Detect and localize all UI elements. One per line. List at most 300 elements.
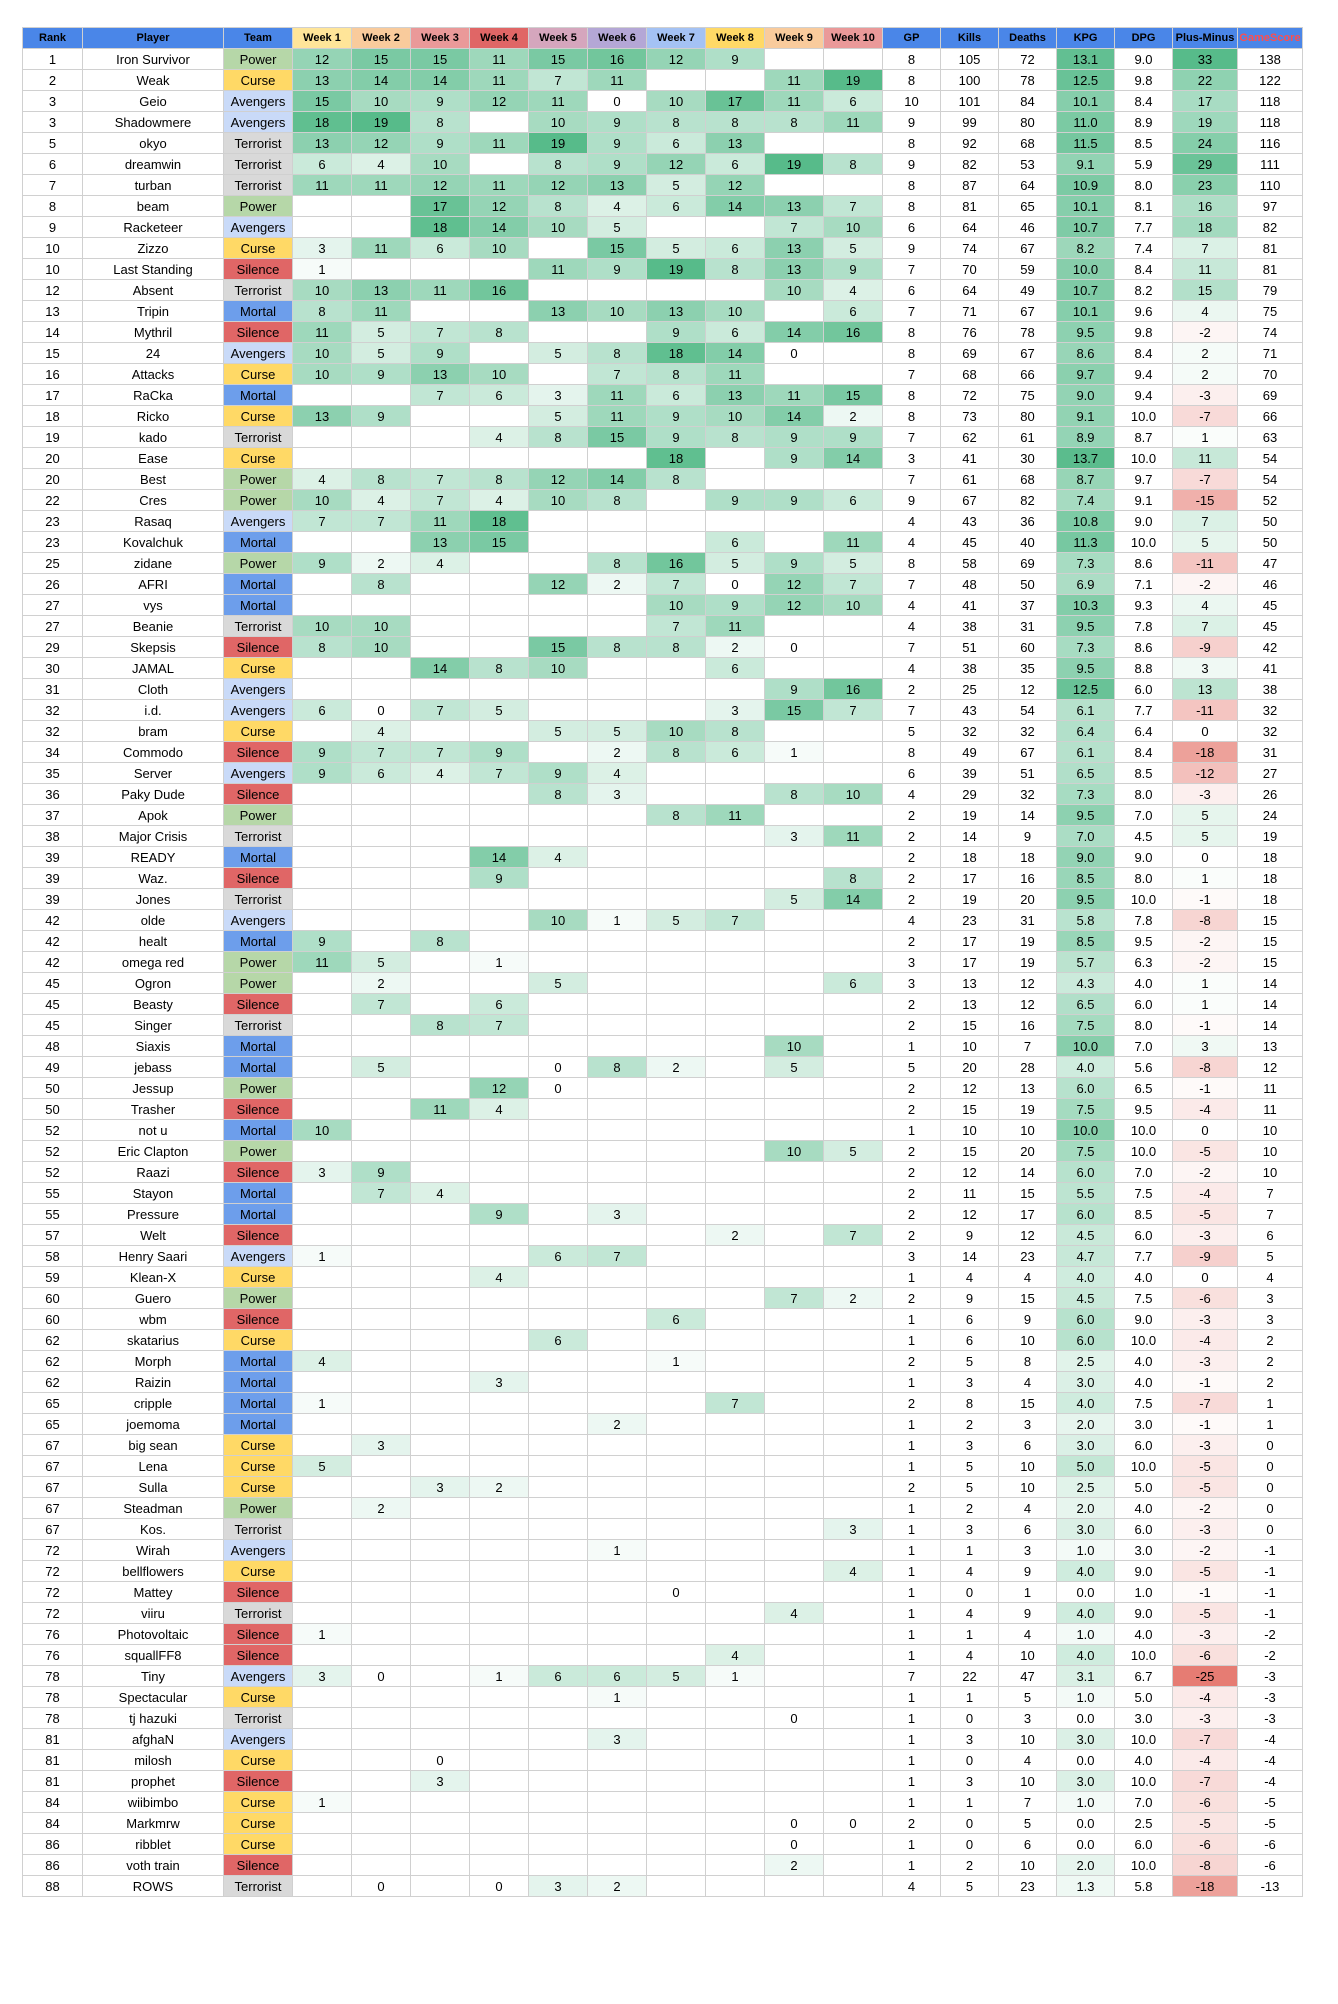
cell-deaths[interactable]: 75 xyxy=(999,385,1057,406)
cell-team[interactable]: Curse xyxy=(224,406,293,427)
cell-week-7[interactable]: 8 xyxy=(647,469,706,490)
column-header-week-5[interactable]: Week 5 xyxy=(529,28,588,49)
cell-week-7[interactable] xyxy=(647,931,706,952)
cell-week-7[interactable] xyxy=(647,784,706,805)
cell-week-6[interactable] xyxy=(588,1603,647,1624)
cell-gamescore[interactable]: 10 xyxy=(1238,1141,1303,1162)
cell-week-6[interactable] xyxy=(588,280,647,301)
cell-rank[interactable]: 45 xyxy=(23,973,83,994)
cell-rank[interactable]: 50 xyxy=(23,1099,83,1120)
cell-week-8[interactable] xyxy=(706,1792,765,1813)
cell-kpg[interactable]: 10.1 xyxy=(1057,196,1115,217)
cell-kills[interactable]: 0 xyxy=(941,1813,999,1834)
cell-week-1[interactable]: 11 xyxy=(293,322,352,343)
cell-week-6[interactable]: 2 xyxy=(588,1414,647,1435)
cell-week-2[interactable]: 10 xyxy=(352,637,411,658)
cell-player[interactable]: READY xyxy=(83,847,224,868)
cell-deaths[interactable]: 35 xyxy=(999,658,1057,679)
cell-kills[interactable]: 74 xyxy=(941,238,999,259)
cell-gp[interactable]: 3 xyxy=(883,1246,941,1267)
cell-kills[interactable]: 99 xyxy=(941,112,999,133)
cell-plus-minus[interactable]: -8 xyxy=(1173,1855,1238,1876)
cell-week-1[interactable] xyxy=(293,1771,352,1792)
cell-kpg[interactable]: 4.0 xyxy=(1057,1603,1115,1624)
cell-rank[interactable]: 81 xyxy=(23,1750,83,1771)
cell-plus-minus[interactable]: -18 xyxy=(1173,742,1238,763)
cell-player[interactable]: Welt xyxy=(83,1225,224,1246)
cell-week-3[interactable]: 4 xyxy=(411,1183,470,1204)
cell-week-7[interactable] xyxy=(647,826,706,847)
cell-kills[interactable]: 73 xyxy=(941,406,999,427)
cell-gamescore[interactable]: 11 xyxy=(1238,1099,1303,1120)
cell-deaths[interactable]: 61 xyxy=(999,427,1057,448)
cell-week-3[interactable] xyxy=(411,1498,470,1519)
cell-dpg[interactable]: 1.0 xyxy=(1115,1582,1173,1603)
cell-week-8[interactable] xyxy=(706,889,765,910)
cell-deaths[interactable]: 19 xyxy=(999,1099,1057,1120)
cell-week-8[interactable]: 3 xyxy=(706,700,765,721)
cell-dpg[interactable]: 5.0 xyxy=(1115,1477,1173,1498)
cell-week-10[interactable] xyxy=(824,658,883,679)
cell-rank[interactable]: 76 xyxy=(23,1645,83,1666)
cell-team[interactable]: Avengers xyxy=(224,511,293,532)
cell-week-7[interactable]: 1 xyxy=(647,1351,706,1372)
cell-week-6[interactable]: 10 xyxy=(588,301,647,322)
cell-player[interactable]: Kovalchuk xyxy=(83,532,224,553)
cell-week-6[interactable] xyxy=(588,1645,647,1666)
cell-week-4[interactable] xyxy=(470,1162,529,1183)
cell-week-7[interactable]: 8 xyxy=(647,805,706,826)
cell-kpg[interactable]: 12.5 xyxy=(1057,679,1115,700)
cell-week-8[interactable] xyxy=(706,1435,765,1456)
cell-gp[interactable]: 9 xyxy=(883,112,941,133)
cell-week-5[interactable]: 19 xyxy=(529,133,588,154)
cell-week-7[interactable] xyxy=(647,1708,706,1729)
cell-gamescore[interactable]: 138 xyxy=(1238,49,1303,70)
cell-dpg[interactable]: 3.0 xyxy=(1115,1414,1173,1435)
cell-week-10[interactable]: 5 xyxy=(824,1141,883,1162)
cell-gp[interactable]: 2 xyxy=(883,1477,941,1498)
cell-team[interactable]: Power xyxy=(224,553,293,574)
cell-week-10[interactable] xyxy=(824,1435,883,1456)
cell-rank[interactable]: 67 xyxy=(23,1519,83,1540)
cell-deaths[interactable]: 28 xyxy=(999,1057,1057,1078)
cell-rank[interactable]: 59 xyxy=(23,1267,83,1288)
cell-week-5[interactable] xyxy=(529,1183,588,1204)
cell-gamescore[interactable]: 52 xyxy=(1238,490,1303,511)
cell-gp[interactable]: 8 xyxy=(883,175,941,196)
cell-gamescore[interactable]: 81 xyxy=(1238,259,1303,280)
cell-kills[interactable]: 19 xyxy=(941,805,999,826)
cell-week-9[interactable]: 11 xyxy=(765,385,824,406)
cell-kpg[interactable]: 7.5 xyxy=(1057,1099,1115,1120)
cell-week-10[interactable]: 14 xyxy=(824,889,883,910)
cell-gp[interactable]: 7 xyxy=(883,574,941,595)
cell-week-6[interactable] xyxy=(588,1456,647,1477)
cell-week-4[interactable] xyxy=(470,448,529,469)
cell-week-3[interactable] xyxy=(411,868,470,889)
cell-gp[interactable]: 1 xyxy=(883,1330,941,1351)
cell-dpg[interactable]: 5.0 xyxy=(1115,1687,1173,1708)
cell-week-6[interactable] xyxy=(588,448,647,469)
cell-week-1[interactable] xyxy=(293,994,352,1015)
cell-team[interactable]: Terrorist xyxy=(224,427,293,448)
cell-kpg[interactable]: 9.5 xyxy=(1057,805,1115,826)
cell-gp[interactable]: 7 xyxy=(883,1666,941,1687)
cell-deaths[interactable]: 32 xyxy=(999,784,1057,805)
cell-dpg[interactable]: 10.0 xyxy=(1115,532,1173,553)
cell-week-5[interactable]: 13 xyxy=(529,301,588,322)
cell-gamescore[interactable]: -3 xyxy=(1238,1666,1303,1687)
cell-week-10[interactable] xyxy=(824,1456,883,1477)
cell-team[interactable]: Silence xyxy=(224,784,293,805)
cell-week-3[interactable]: 14 xyxy=(411,658,470,679)
cell-plus-minus[interactable]: -3 xyxy=(1173,1708,1238,1729)
cell-team[interactable]: Mortal xyxy=(224,301,293,322)
cell-dpg[interactable]: 7.7 xyxy=(1115,217,1173,238)
cell-week-5[interactable] xyxy=(529,1141,588,1162)
cell-player[interactable]: Beasty xyxy=(83,994,224,1015)
cell-deaths[interactable]: 14 xyxy=(999,1162,1057,1183)
cell-gp[interactable]: 2 xyxy=(883,1078,941,1099)
cell-kills[interactable]: 23 xyxy=(941,910,999,931)
cell-week-5[interactable]: 5 xyxy=(529,406,588,427)
cell-gp[interactable]: 7 xyxy=(883,469,941,490)
cell-week-6[interactable] xyxy=(588,1036,647,1057)
cell-week-9[interactable]: 15 xyxy=(765,700,824,721)
cell-week-7[interactable] xyxy=(647,1288,706,1309)
cell-week-9[interactable] xyxy=(765,1351,824,1372)
cell-week-3[interactable] xyxy=(411,1687,470,1708)
cell-dpg[interactable]: 9.4 xyxy=(1115,385,1173,406)
cell-kpg[interactable]: 8.2 xyxy=(1057,238,1115,259)
cell-week-9[interactable] xyxy=(765,1267,824,1288)
cell-week-7[interactable]: 5 xyxy=(647,175,706,196)
cell-week-6[interactable]: 3 xyxy=(588,1204,647,1225)
cell-week-5[interactable]: 11 xyxy=(529,259,588,280)
cell-week-10[interactable] xyxy=(824,1162,883,1183)
cell-week-4[interactable]: 8 xyxy=(470,469,529,490)
cell-gamescore[interactable]: 18 xyxy=(1238,847,1303,868)
cell-week-9[interactable] xyxy=(765,1561,824,1582)
cell-deaths[interactable]: 9 xyxy=(999,1603,1057,1624)
cell-deaths[interactable]: 67 xyxy=(999,742,1057,763)
cell-week-8[interactable]: 8 xyxy=(706,721,765,742)
cell-week-6[interactable] xyxy=(588,1141,647,1162)
cell-week-3[interactable] xyxy=(411,427,470,448)
cell-week-10[interactable]: 6 xyxy=(824,490,883,511)
cell-player[interactable]: dreamwin xyxy=(83,154,224,175)
cell-gp[interactable]: 7 xyxy=(883,364,941,385)
cell-week-3[interactable]: 11 xyxy=(411,511,470,532)
cell-week-1[interactable]: 6 xyxy=(293,154,352,175)
cell-week-1[interactable]: 9 xyxy=(293,931,352,952)
cell-week-10[interactable] xyxy=(824,994,883,1015)
cell-week-5[interactable] xyxy=(529,1771,588,1792)
cell-kpg[interactable]: 7.3 xyxy=(1057,637,1115,658)
cell-week-4[interactable]: 11 xyxy=(470,70,529,91)
cell-week-5[interactable] xyxy=(529,1267,588,1288)
cell-kpg[interactable]: 3.0 xyxy=(1057,1771,1115,1792)
cell-team[interactable]: Avengers xyxy=(224,679,293,700)
cell-week-7[interactable]: 5 xyxy=(647,1666,706,1687)
cell-week-1[interactable] xyxy=(293,385,352,406)
cell-week-6[interactable]: 9 xyxy=(588,259,647,280)
cell-kpg[interactable]: 4.7 xyxy=(1057,1246,1115,1267)
cell-kills[interactable]: 5 xyxy=(941,1456,999,1477)
cell-gamescore[interactable]: 7 xyxy=(1238,1183,1303,1204)
cell-week-9[interactable]: 14 xyxy=(765,322,824,343)
cell-week-3[interactable]: 6 xyxy=(411,238,470,259)
cell-week-7[interactable]: 12 xyxy=(647,49,706,70)
cell-week-1[interactable]: 12 xyxy=(293,49,352,70)
cell-team[interactable]: Curse xyxy=(224,1813,293,1834)
cell-week-4[interactable] xyxy=(470,721,529,742)
cell-week-2[interactable] xyxy=(352,868,411,889)
cell-week-3[interactable]: 14 xyxy=(411,70,470,91)
cell-week-8[interactable] xyxy=(706,994,765,1015)
cell-week-2[interactable] xyxy=(352,196,411,217)
cell-team[interactable]: Silence xyxy=(224,1582,293,1603)
cell-team[interactable]: Curse xyxy=(224,1456,293,1477)
cell-gp[interactable]: 4 xyxy=(883,595,941,616)
cell-week-10[interactable] xyxy=(824,343,883,364)
cell-week-8[interactable]: 11 xyxy=(706,364,765,385)
cell-player[interactable]: wbm xyxy=(83,1309,224,1330)
cell-gamescore[interactable]: 66 xyxy=(1238,406,1303,427)
cell-week-7[interactable]: 8 xyxy=(647,637,706,658)
cell-week-5[interactable] xyxy=(529,994,588,1015)
cell-week-3[interactable]: 4 xyxy=(411,553,470,574)
cell-team[interactable]: Curse xyxy=(224,364,293,385)
cell-week-6[interactable] xyxy=(588,1519,647,1540)
cell-week-2[interactable] xyxy=(352,1540,411,1561)
cell-team[interactable]: Avengers xyxy=(224,910,293,931)
cell-kpg[interactable]: 4.0 xyxy=(1057,1393,1115,1414)
cell-rank[interactable]: 13 xyxy=(23,301,83,322)
cell-gp[interactable]: 2 xyxy=(883,1288,941,1309)
cell-week-1[interactable]: 10 xyxy=(293,343,352,364)
cell-rank[interactable]: 31 xyxy=(23,679,83,700)
cell-week-3[interactable] xyxy=(411,259,470,280)
cell-week-8[interactable] xyxy=(706,973,765,994)
cell-week-3[interactable] xyxy=(411,637,470,658)
cell-gamescore[interactable]: 81 xyxy=(1238,238,1303,259)
cell-week-9[interactable] xyxy=(765,1540,824,1561)
cell-kpg[interactable]: 6.0 xyxy=(1057,1309,1115,1330)
cell-plus-minus[interactable]: 33 xyxy=(1173,49,1238,70)
cell-kpg[interactable]: 6.5 xyxy=(1057,994,1115,1015)
cell-week-6[interactable] xyxy=(588,679,647,700)
cell-deaths[interactable]: 23 xyxy=(999,1876,1057,1897)
cell-kpg[interactable]: 8.9 xyxy=(1057,427,1115,448)
cell-week-7[interactable]: 8 xyxy=(647,364,706,385)
cell-player[interactable]: Tripin xyxy=(83,301,224,322)
cell-week-4[interactable] xyxy=(470,1582,529,1603)
cell-dpg[interactable]: 9.5 xyxy=(1115,1099,1173,1120)
cell-gamescore[interactable]: 50 xyxy=(1238,511,1303,532)
cell-week-2[interactable] xyxy=(352,679,411,700)
cell-deaths[interactable]: 18 xyxy=(999,847,1057,868)
cell-week-1[interactable] xyxy=(293,679,352,700)
cell-gamescore[interactable]: 0 xyxy=(1238,1477,1303,1498)
cell-kills[interactable]: 15 xyxy=(941,1099,999,1120)
cell-gp[interactable]: 2 xyxy=(883,1204,941,1225)
cell-rank[interactable]: 50 xyxy=(23,1078,83,1099)
cell-week-7[interactable]: 9 xyxy=(647,406,706,427)
cell-week-4[interactable] xyxy=(470,1645,529,1666)
cell-week-5[interactable] xyxy=(529,553,588,574)
cell-week-6[interactable] xyxy=(588,805,647,826)
cell-rank[interactable]: 67 xyxy=(23,1456,83,1477)
cell-week-9[interactable]: 7 xyxy=(765,1288,824,1309)
cell-week-10[interactable] xyxy=(824,1246,883,1267)
cell-rank[interactable]: 18 xyxy=(23,406,83,427)
cell-player[interactable]: Major Crisis xyxy=(83,826,224,847)
cell-week-9[interactable] xyxy=(765,1498,824,1519)
cell-deaths[interactable]: 53 xyxy=(999,154,1057,175)
cell-gamescore[interactable]: 122 xyxy=(1238,70,1303,91)
cell-week-3[interactable]: 8 xyxy=(411,931,470,952)
cell-kills[interactable]: 100 xyxy=(941,70,999,91)
cell-week-1[interactable]: 6 xyxy=(293,700,352,721)
cell-week-5[interactable] xyxy=(529,1624,588,1645)
cell-week-10[interactable] xyxy=(824,1834,883,1855)
cell-gp[interactable]: 1 xyxy=(883,1519,941,1540)
cell-week-2[interactable] xyxy=(352,1519,411,1540)
cell-gamescore[interactable]: 54 xyxy=(1238,469,1303,490)
cell-week-2[interactable] xyxy=(352,1120,411,1141)
cell-week-2[interactable]: 11 xyxy=(352,175,411,196)
cell-week-3[interactable]: 7 xyxy=(411,742,470,763)
cell-week-8[interactable] xyxy=(706,1099,765,1120)
cell-week-5[interactable]: 5 xyxy=(529,973,588,994)
cell-week-6[interactable] xyxy=(588,616,647,637)
cell-gamescore[interactable]: 4 xyxy=(1238,1267,1303,1288)
cell-week-1[interactable]: 1 xyxy=(293,1393,352,1414)
cell-kills[interactable]: 3 xyxy=(941,1372,999,1393)
cell-dpg[interactable]: 9.3 xyxy=(1115,595,1173,616)
cell-kpg[interactable]: 6.0 xyxy=(1057,1330,1115,1351)
cell-gp[interactable]: 3 xyxy=(883,448,941,469)
cell-week-1[interactable]: 10 xyxy=(293,490,352,511)
cell-week-4[interactable] xyxy=(470,784,529,805)
cell-gp[interactable]: 7 xyxy=(883,637,941,658)
cell-week-10[interactable]: 11 xyxy=(824,826,883,847)
cell-week-10[interactable] xyxy=(824,133,883,154)
cell-team[interactable]: Avengers xyxy=(224,763,293,784)
cell-week-4[interactable]: 10 xyxy=(470,364,529,385)
cell-gp[interactable]: 8 xyxy=(883,742,941,763)
cell-plus-minus[interactable]: -2 xyxy=(1173,1540,1238,1561)
cell-week-8[interactable]: 0 xyxy=(706,574,765,595)
cell-dpg[interactable]: 9.0 xyxy=(1115,1603,1173,1624)
cell-week-3[interactable] xyxy=(411,1855,470,1876)
cell-week-10[interactable]: 7 xyxy=(824,700,883,721)
cell-week-2[interactable] xyxy=(352,1330,411,1351)
cell-deaths[interactable]: 4 xyxy=(999,1498,1057,1519)
cell-gamescore[interactable]: -1 xyxy=(1238,1540,1303,1561)
cell-rank[interactable]: 10 xyxy=(23,238,83,259)
cell-dpg[interactable]: 8.5 xyxy=(1115,763,1173,784)
cell-rank[interactable]: 42 xyxy=(23,952,83,973)
column-header-week-1[interactable]: Week 1 xyxy=(293,28,352,49)
cell-week-8[interactable] xyxy=(706,1015,765,1036)
cell-week-10[interactable] xyxy=(824,1582,883,1603)
cell-gamescore[interactable]: 5 xyxy=(1238,1246,1303,1267)
cell-gp[interactable]: 9 xyxy=(883,238,941,259)
cell-player[interactable]: Morph xyxy=(83,1351,224,1372)
cell-week-5[interactable]: 0 xyxy=(529,1057,588,1078)
cell-gp[interactable]: 1 xyxy=(883,1603,941,1624)
cell-gamescore[interactable]: 18 xyxy=(1238,868,1303,889)
cell-week-9[interactable]: 13 xyxy=(765,259,824,280)
cell-kpg[interactable]: 4.0 xyxy=(1057,1057,1115,1078)
cell-week-1[interactable] xyxy=(293,658,352,679)
cell-dpg[interactable]: 9.5 xyxy=(1115,931,1173,952)
cell-kills[interactable]: 2 xyxy=(941,1414,999,1435)
cell-kpg[interactable]: 9.5 xyxy=(1057,658,1115,679)
cell-week-5[interactable] xyxy=(529,448,588,469)
cell-week-10[interactable] xyxy=(824,931,883,952)
cell-week-5[interactable] xyxy=(529,868,588,889)
cell-deaths[interactable]: 9 xyxy=(999,1309,1057,1330)
cell-kills[interactable]: 45 xyxy=(941,532,999,553)
cell-rank[interactable]: 20 xyxy=(23,448,83,469)
cell-deaths[interactable]: 51 xyxy=(999,763,1057,784)
cell-week-5[interactable]: 10 xyxy=(529,490,588,511)
cell-gp[interactable]: 7 xyxy=(883,301,941,322)
cell-gp[interactable]: 5 xyxy=(883,721,941,742)
cell-week-6[interactable] xyxy=(588,952,647,973)
cell-week-6[interactable] xyxy=(588,1267,647,1288)
cell-week-7[interactable] xyxy=(647,847,706,868)
cell-week-3[interactable] xyxy=(411,1351,470,1372)
cell-week-8[interactable] xyxy=(706,1372,765,1393)
cell-dpg[interactable]: 4.0 xyxy=(1115,973,1173,994)
cell-deaths[interactable]: 60 xyxy=(999,637,1057,658)
cell-kpg[interactable]: 6.9 xyxy=(1057,574,1115,595)
cell-week-10[interactable] xyxy=(824,637,883,658)
cell-week-3[interactable] xyxy=(411,1036,470,1057)
cell-week-9[interactable] xyxy=(765,1687,824,1708)
cell-week-2[interactable] xyxy=(352,931,411,952)
cell-deaths[interactable]: 40 xyxy=(999,532,1057,553)
cell-week-4[interactable] xyxy=(470,1561,529,1582)
cell-week-10[interactable] xyxy=(824,1120,883,1141)
cell-week-5[interactable] xyxy=(529,1309,588,1330)
cell-week-8[interactable]: 6 xyxy=(706,742,765,763)
cell-rank[interactable]: 9 xyxy=(23,217,83,238)
cell-kills[interactable]: 76 xyxy=(941,322,999,343)
cell-week-6[interactable]: 8 xyxy=(588,343,647,364)
cell-rank[interactable]: 58 xyxy=(23,1246,83,1267)
cell-plus-minus[interactable]: 2 xyxy=(1173,343,1238,364)
cell-week-2[interactable] xyxy=(352,1414,411,1435)
cell-gamescore[interactable]: -1 xyxy=(1238,1582,1303,1603)
cell-dpg[interactable]: 7.8 xyxy=(1115,616,1173,637)
cell-week-7[interactable] xyxy=(647,511,706,532)
column-header-gp[interactable]: GP xyxy=(883,28,941,49)
cell-week-2[interactable]: 5 xyxy=(352,952,411,973)
cell-week-4[interactable]: 12 xyxy=(470,1078,529,1099)
cell-rank[interactable]: 19 xyxy=(23,427,83,448)
cell-week-1[interactable] xyxy=(293,910,352,931)
cell-kills[interactable]: 67 xyxy=(941,490,999,511)
cell-deaths[interactable]: 47 xyxy=(999,1666,1057,1687)
cell-gamescore[interactable]: -4 xyxy=(1238,1771,1303,1792)
cell-week-9[interactable]: 11 xyxy=(765,70,824,91)
